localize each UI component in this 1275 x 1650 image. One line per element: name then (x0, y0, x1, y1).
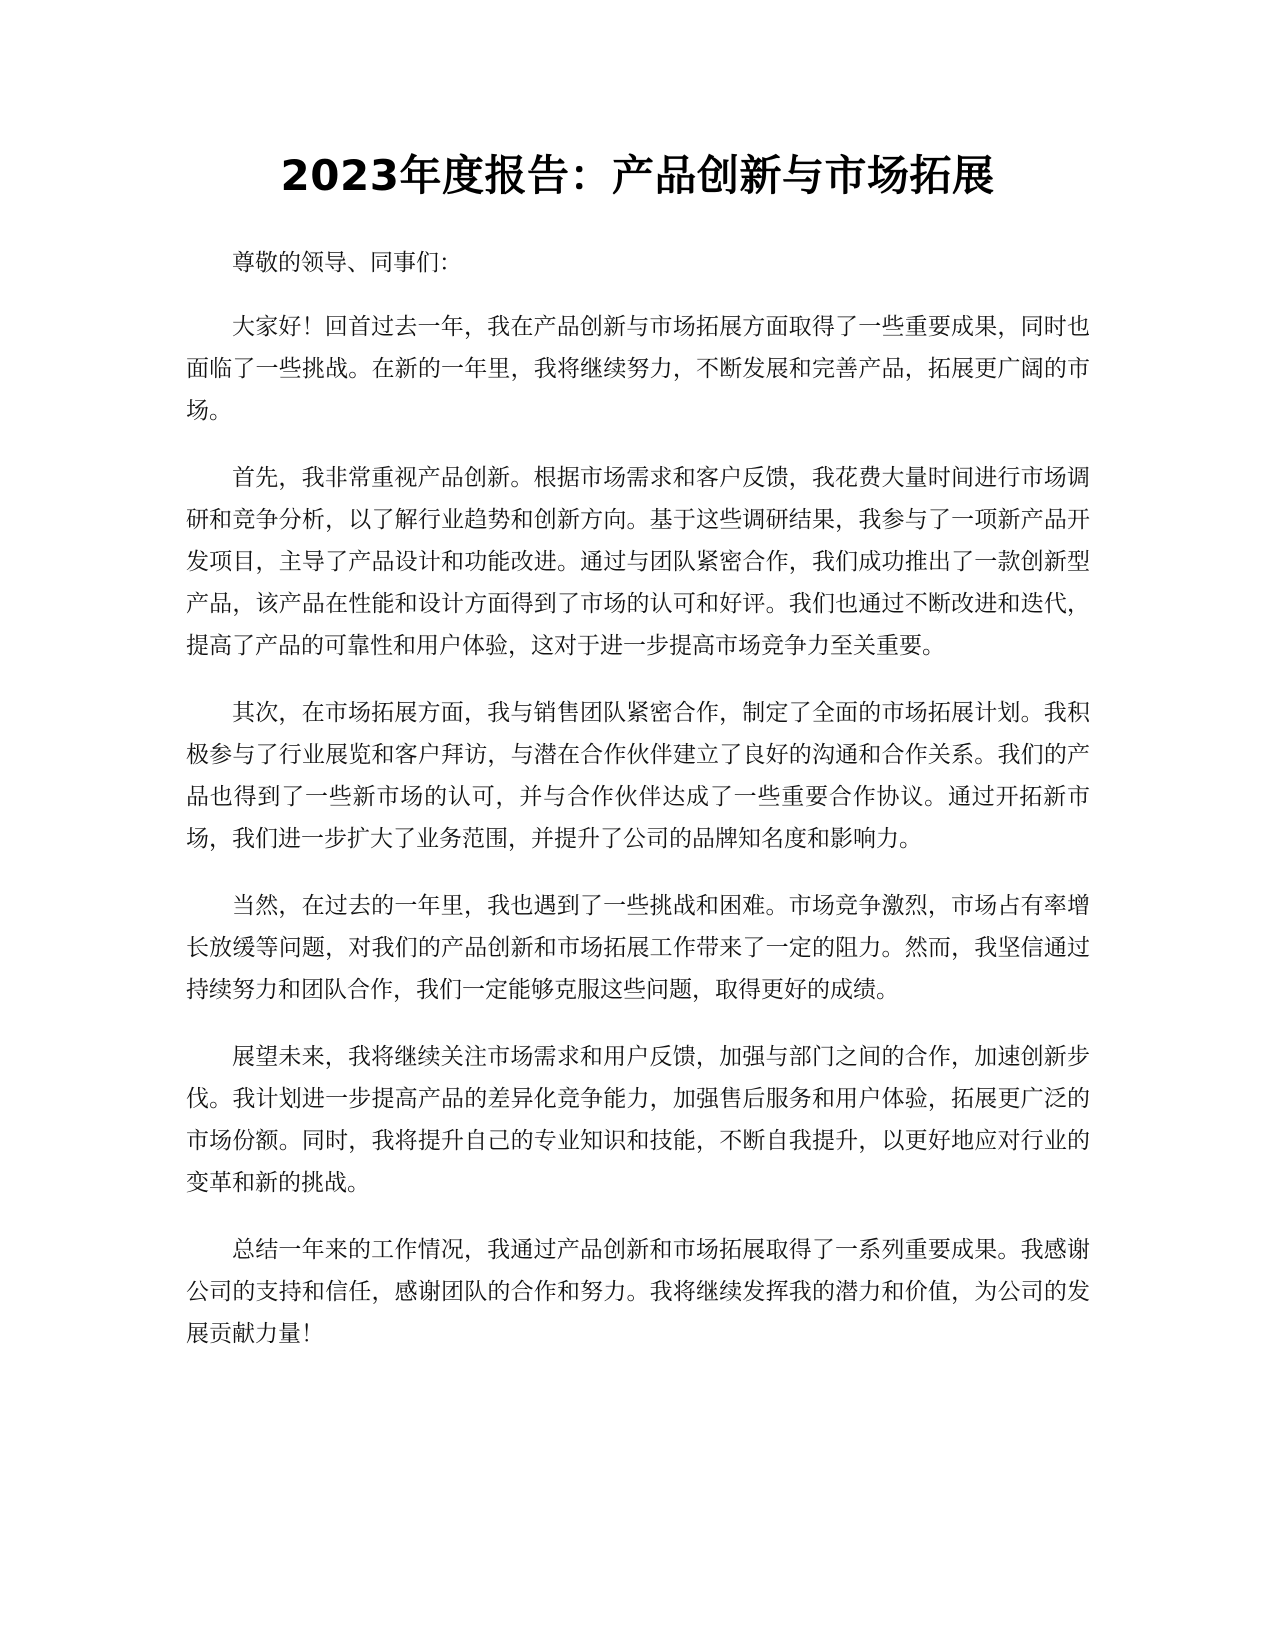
paragraph-product-innovation: 首先，我非常重视产品创新。根据市场需求和客户反馈，我花费大量时间进行市场调研和竞争分析，以了解行业趋势和创新方向。基于这些调研结果，我参与了一项新产品开发项目，主导了产品设计和功能改进。通过与团队紧密合作，我们成功推出了一款创新型产品，该产品在性能和设计方面得到了市场的认可和好评。我们也通过不断改进和迭代，提高了产品的可靠性和用户体验，这对于进一步提高市场竞争力至关重要。 (186, 465, 1090, 659)
paragraph-greeting: 大家好！回首过去一年，我在产品创新与市场拓展方面取得了一些重要成果，同时也面临了一些挑战。在新的一年里，我将继续努力，不断发展和完善产品，拓展更广阔的市场。 (186, 314, 1090, 424)
paragraph-summary: 总结一年来的工作情况，我通过产品创新和市场拓展取得了一系列重要成果。我感谢公司的支持和信任，感谢团队的合作和努力。我将继续发挥我的潜力和价值，为公司的发展贡献力量！ (186, 1237, 1090, 1347)
paragraph-challenges: 当然，在过去的一年里，我也遇到了一些挑战和困难。市场竞争激烈，市场占有率增长放缓等问题，对我们的产品创新和市场拓展工作带来了一定的阻力。然而，我坚信通过持续努力和团队合作，我们一定能够克服这些问题，取得更好的成绩。 (186, 893, 1090, 1003)
paragraph-market-expansion: 其次，在市场拓展方面，我与销售团队紧密合作，制定了全面的市场拓展计划。我积极参与了行业展览和客户拜访，与潜在合作伙伴建立了良好的沟通和合作关系。我们的产品也得到了一些新市场的认可，并与合作伙伴达成了一些重要合作协议。通过开拓新市场，我们进一步扩大了业务范围，并提升了公司的品牌知名度和影响力。 (186, 700, 1090, 852)
paragraph-outlook: 展望未来，我将继续关注市场需求和用户反馈，加强与部门之间的合作，加速创新步伐。我计划进一步提高产品的差异化竞争能力，加强售后服务和用户体验，拓展更广泛的市场份额。同时，我将提升自己的专业知识和技能，不断自我提升，以更好地应对行业的变革和新的挑战。 (186, 1044, 1090, 1196)
salutation: 尊敬的领导、同事们： (232, 250, 462, 276)
document-title: 2023年度报告：产品创新与市场拓展 (280, 151, 995, 200)
document-body (186, 242, 1090, 1380)
